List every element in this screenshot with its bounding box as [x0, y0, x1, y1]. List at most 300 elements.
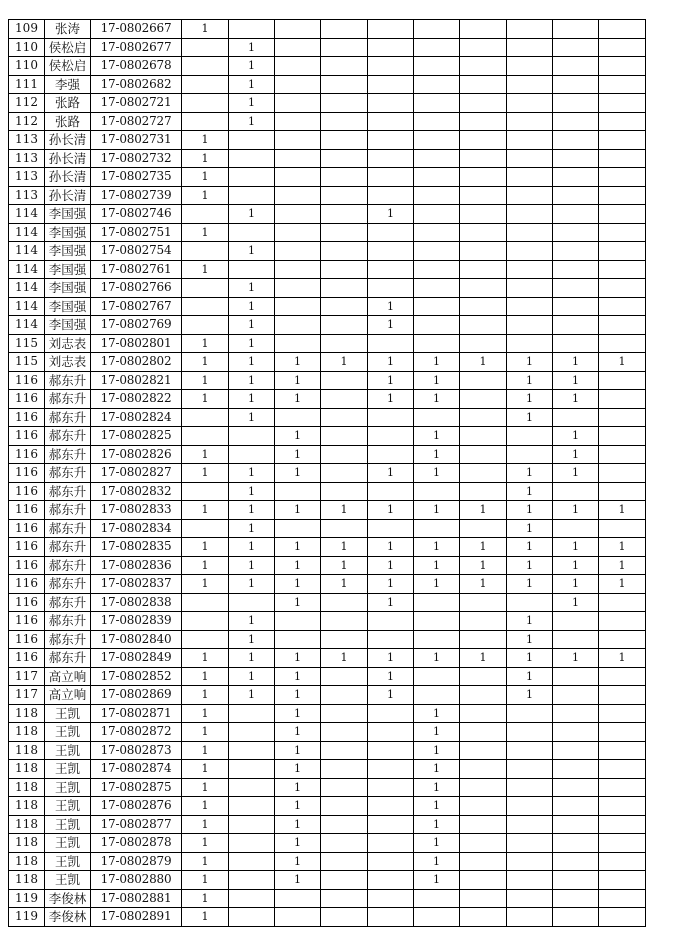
cell-id: 113 — [9, 131, 45, 150]
cell-c8: 1 — [507, 482, 553, 501]
cell-c10 — [599, 334, 646, 353]
cell-c3 — [275, 112, 321, 131]
cell-c2: 1 — [229, 390, 275, 409]
cell-c9 — [553, 223, 599, 242]
cell-c6 — [414, 408, 460, 427]
cell-c8 — [507, 852, 553, 871]
cell-c6 — [414, 686, 460, 705]
cell-name: 郝东升 — [45, 612, 91, 631]
cell-id: 119 — [9, 889, 45, 908]
cell-c1: 1 — [182, 501, 229, 520]
cell-c10 — [599, 20, 646, 39]
cell-c9 — [553, 519, 599, 538]
cell-c9 — [553, 297, 599, 316]
cell-c1 — [182, 205, 229, 224]
cell-c4 — [321, 94, 368, 113]
cell-c2 — [229, 445, 275, 464]
cell-c6 — [414, 131, 460, 150]
cell-c8 — [507, 57, 553, 76]
cell-c6 — [414, 908, 460, 927]
cell-id: 114 — [9, 242, 45, 261]
cell-c8: 1 — [507, 464, 553, 483]
cell-c8 — [507, 834, 553, 853]
cell-code: 17-0802837 — [91, 575, 182, 594]
cell-c8 — [507, 205, 553, 224]
cell-c5 — [368, 57, 414, 76]
cell-c6 — [414, 482, 460, 501]
cell-c9 — [553, 205, 599, 224]
cell-code: 17-0802801 — [91, 334, 182, 353]
cell-id: 118 — [9, 852, 45, 871]
cell-c4 — [321, 852, 368, 871]
cell-c7 — [460, 593, 507, 612]
cell-c9 — [553, 482, 599, 501]
cell-c9: 1 — [553, 464, 599, 483]
cell-c1: 1 — [182, 131, 229, 150]
cell-c2: 1 — [229, 667, 275, 686]
cell-c5 — [368, 852, 414, 871]
cell-c7: 1 — [460, 538, 507, 557]
cell-name: 张涛 — [45, 20, 91, 39]
cell-c8 — [507, 94, 553, 113]
cell-c2 — [229, 186, 275, 205]
cell-c1: 1 — [182, 815, 229, 834]
cell-c2 — [229, 20, 275, 39]
table-row — [9, 519, 646, 538]
cell-c2 — [229, 427, 275, 446]
cell-c8 — [507, 778, 553, 797]
cell-c2: 1 — [229, 297, 275, 316]
cell-c6: 1 — [414, 834, 460, 853]
table-row — [9, 815, 646, 834]
cell-id: 114 — [9, 260, 45, 279]
cell-c4 — [321, 871, 368, 890]
cell-c5: 1 — [368, 556, 414, 575]
cell-name: 郝东升 — [45, 427, 91, 446]
cell-c4 — [321, 408, 368, 427]
cell-name: 孙长清 — [45, 131, 91, 150]
cell-c9 — [553, 612, 599, 631]
cell-c10 — [599, 741, 646, 760]
cell-c2 — [229, 131, 275, 150]
cell-id: 115 — [9, 353, 45, 372]
cell-c4 — [321, 112, 368, 131]
cell-c6: 1 — [414, 852, 460, 871]
cell-c2 — [229, 593, 275, 612]
cell-c6: 1 — [414, 741, 460, 760]
cell-c9: 1 — [553, 649, 599, 668]
cell-c10 — [599, 260, 646, 279]
cell-c4: 1 — [321, 501, 368, 520]
cell-c8: 1 — [507, 556, 553, 575]
cell-c8 — [507, 38, 553, 57]
cell-c8 — [507, 723, 553, 742]
cell-name: 孙长清 — [45, 168, 91, 187]
cell-c7 — [460, 371, 507, 390]
cell-c7 — [460, 741, 507, 760]
cell-c2: 1 — [229, 519, 275, 538]
cell-c2: 1 — [229, 38, 275, 57]
cell-c6 — [414, 630, 460, 649]
cell-c10 — [599, 667, 646, 686]
cell-c1: 1 — [182, 667, 229, 686]
cell-c9: 1 — [553, 556, 599, 575]
cell-c3: 1 — [275, 556, 321, 575]
cell-c10 — [599, 723, 646, 742]
cell-c8 — [507, 704, 553, 723]
cell-c6 — [414, 223, 460, 242]
cell-code: 17-0802677 — [91, 38, 182, 57]
cell-c10 — [599, 593, 646, 612]
cell-c9 — [553, 723, 599, 742]
cell-c4 — [321, 760, 368, 779]
cell-c5 — [368, 815, 414, 834]
cell-c3 — [275, 334, 321, 353]
cell-c2: 1 — [229, 482, 275, 501]
cell-code: 17-0802767 — [91, 297, 182, 316]
cell-code: 17-0802834 — [91, 519, 182, 538]
cell-c4 — [321, 464, 368, 483]
cell-c7 — [460, 464, 507, 483]
cell-c4 — [321, 834, 368, 853]
cell-c7 — [460, 297, 507, 316]
cell-c1 — [182, 408, 229, 427]
cell-c7: 1 — [460, 353, 507, 372]
cell-code: 17-0802678 — [91, 57, 182, 76]
cell-name: 郝东升 — [45, 649, 91, 668]
cell-code: 17-0802826 — [91, 445, 182, 464]
cell-c2: 1 — [229, 279, 275, 298]
cell-c4 — [321, 38, 368, 57]
cell-name: 郝东升 — [45, 630, 91, 649]
cell-c10 — [599, 908, 646, 927]
cell-c10 — [599, 149, 646, 168]
cell-c6 — [414, 38, 460, 57]
cell-code: 17-0802827 — [91, 464, 182, 483]
cell-c10 — [599, 94, 646, 113]
cell-c5: 1 — [368, 316, 414, 335]
cell-c9 — [553, 778, 599, 797]
cell-c5 — [368, 482, 414, 501]
cell-id: 110 — [9, 57, 45, 76]
cell-c5 — [368, 612, 414, 631]
cell-c6 — [414, 334, 460, 353]
cell-name: 郝东升 — [45, 501, 91, 520]
cell-c6: 1 — [414, 760, 460, 779]
cell-c1 — [182, 427, 229, 446]
cell-c1: 1 — [182, 390, 229, 409]
cell-code: 17-0802881 — [91, 889, 182, 908]
cell-name: 张路 — [45, 112, 91, 131]
cell-c4 — [321, 205, 368, 224]
cell-c3 — [275, 131, 321, 150]
cell-c3: 1 — [275, 852, 321, 871]
cell-id: 109 — [9, 20, 45, 39]
cell-c5 — [368, 149, 414, 168]
cell-c1 — [182, 316, 229, 335]
cell-c8 — [507, 297, 553, 316]
cell-c5: 1 — [368, 390, 414, 409]
cell-c8 — [507, 908, 553, 927]
table-row — [9, 334, 646, 353]
cell-c6 — [414, 186, 460, 205]
cell-c2: 1 — [229, 556, 275, 575]
cell-c3: 1 — [275, 445, 321, 464]
cell-code: 17-0802761 — [91, 260, 182, 279]
cell-c10 — [599, 131, 646, 150]
cell-c3 — [275, 260, 321, 279]
cell-code: 17-0802838 — [91, 593, 182, 612]
cell-c4 — [321, 75, 368, 94]
cell-id: 116 — [9, 408, 45, 427]
cell-c5 — [368, 38, 414, 57]
cell-c6 — [414, 168, 460, 187]
cell-name: 李国强 — [45, 297, 91, 316]
cell-id: 111 — [9, 75, 45, 94]
cell-code: 17-0802821 — [91, 371, 182, 390]
cell-code: 17-0802872 — [91, 723, 182, 742]
cell-c8: 1 — [507, 353, 553, 372]
cell-c6: 1 — [414, 723, 460, 742]
cell-c10 — [599, 112, 646, 131]
cell-code: 17-0802824 — [91, 408, 182, 427]
cell-c9 — [553, 704, 599, 723]
cell-c5 — [368, 334, 414, 353]
cell-name: 李国强 — [45, 223, 91, 242]
cell-code: 17-0802879 — [91, 852, 182, 871]
cell-c3: 1 — [275, 834, 321, 853]
cell-c10: 1 — [599, 538, 646, 557]
cell-c6: 1 — [414, 538, 460, 557]
cell-c2 — [229, 871, 275, 890]
cell-c2: 1 — [229, 242, 275, 261]
cell-c1 — [182, 242, 229, 261]
cell-c6 — [414, 593, 460, 612]
cell-c9 — [553, 741, 599, 760]
cell-c3 — [275, 20, 321, 39]
cell-id: 114 — [9, 223, 45, 242]
cell-c10 — [599, 612, 646, 631]
cell-c8: 1 — [507, 649, 553, 668]
cell-c8 — [507, 168, 553, 187]
cell-c1: 1 — [182, 778, 229, 797]
cell-c1: 1 — [182, 168, 229, 187]
cell-code: 17-0802739 — [91, 186, 182, 205]
cell-c8 — [507, 186, 553, 205]
cell-c2 — [229, 149, 275, 168]
cell-c3 — [275, 482, 321, 501]
cell-id: 118 — [9, 723, 45, 742]
cell-c4 — [321, 778, 368, 797]
cell-c2: 1 — [229, 112, 275, 131]
table-row — [9, 741, 646, 760]
table-row — [9, 797, 646, 816]
cell-code: 17-0802825 — [91, 427, 182, 446]
cell-c5 — [368, 408, 414, 427]
cell-name: 王凯 — [45, 741, 91, 760]
cell-c8 — [507, 871, 553, 890]
cell-c1: 1 — [182, 186, 229, 205]
cell-c7 — [460, 57, 507, 76]
cell-c5: 1 — [368, 371, 414, 390]
cell-c4 — [321, 20, 368, 39]
cell-c10 — [599, 75, 646, 94]
cell-c5 — [368, 279, 414, 298]
cell-c5: 1 — [368, 538, 414, 557]
cell-c5 — [368, 519, 414, 538]
cell-id: 112 — [9, 94, 45, 113]
cell-c9 — [553, 94, 599, 113]
cell-c8 — [507, 741, 553, 760]
cell-id: 116 — [9, 612, 45, 631]
cell-name: 郝东升 — [45, 482, 91, 501]
cell-c6 — [414, 94, 460, 113]
cell-c5: 1 — [368, 297, 414, 316]
cell-code: 17-0802754 — [91, 242, 182, 261]
cell-c8 — [507, 815, 553, 834]
cell-code: 17-0802766 — [91, 279, 182, 298]
cell-c1: 1 — [182, 353, 229, 372]
cell-c8: 1 — [507, 390, 553, 409]
cell-c8 — [507, 242, 553, 261]
cell-c1: 1 — [182, 445, 229, 464]
cell-c2: 1 — [229, 205, 275, 224]
cell-id: 116 — [9, 538, 45, 557]
cell-c1: 1 — [182, 464, 229, 483]
table-row — [9, 20, 646, 39]
cell-c4 — [321, 371, 368, 390]
table-row — [9, 778, 646, 797]
cell-c8 — [507, 797, 553, 816]
cell-c7 — [460, 482, 507, 501]
cell-c3 — [275, 612, 321, 631]
cell-c10 — [599, 464, 646, 483]
cell-c3 — [275, 168, 321, 187]
cell-name: 王凯 — [45, 871, 91, 890]
cell-c4: 1 — [321, 353, 368, 372]
table-row — [9, 482, 646, 501]
cell-c1: 1 — [182, 223, 229, 242]
cell-c2: 1 — [229, 75, 275, 94]
cell-c3: 1 — [275, 667, 321, 686]
table-row — [9, 593, 646, 612]
table-row — [9, 112, 646, 131]
cell-c7 — [460, 260, 507, 279]
cell-c2 — [229, 260, 275, 279]
cell-c3 — [275, 908, 321, 927]
cell-c9 — [553, 334, 599, 353]
cell-c1: 1 — [182, 260, 229, 279]
cell-c8: 1 — [507, 538, 553, 557]
cell-c1 — [182, 279, 229, 298]
cell-c9 — [553, 852, 599, 871]
cell-c6: 1 — [414, 797, 460, 816]
cell-c8: 1 — [507, 371, 553, 390]
table-row — [9, 852, 646, 871]
cell-c2: 1 — [229, 353, 275, 372]
cell-c2: 1 — [229, 501, 275, 520]
cell-id: 116 — [9, 371, 45, 390]
cell-c7 — [460, 168, 507, 187]
cell-c5 — [368, 445, 414, 464]
cell-c1 — [182, 38, 229, 57]
cell-c3: 1 — [275, 464, 321, 483]
cell-name: 李俊林 — [45, 889, 91, 908]
cell-c7 — [460, 75, 507, 94]
cell-c1: 1 — [182, 704, 229, 723]
cell-c6: 1 — [414, 575, 460, 594]
cell-c3: 1 — [275, 427, 321, 446]
cell-c6 — [414, 260, 460, 279]
cell-c5: 1 — [368, 575, 414, 594]
table-row — [9, 297, 646, 316]
cell-c9: 1 — [553, 353, 599, 372]
cell-c9 — [553, 316, 599, 335]
cell-c7 — [460, 112, 507, 131]
cell-c2 — [229, 741, 275, 760]
cell-c4 — [321, 57, 368, 76]
cell-c9 — [553, 815, 599, 834]
cell-c9: 1 — [553, 427, 599, 446]
cell-c9 — [553, 797, 599, 816]
cell-c7 — [460, 408, 507, 427]
table-row — [9, 149, 646, 168]
cell-name: 侯松启 — [45, 57, 91, 76]
cell-c6: 1 — [414, 649, 460, 668]
table-row — [9, 501, 646, 520]
table-row — [9, 464, 646, 483]
cell-c1: 1 — [182, 334, 229, 353]
cell-c9 — [553, 112, 599, 131]
cell-c2 — [229, 778, 275, 797]
cell-c5: 1 — [368, 464, 414, 483]
cell-c1 — [182, 482, 229, 501]
table-row — [9, 57, 646, 76]
cell-c1 — [182, 630, 229, 649]
cell-c3 — [275, 630, 321, 649]
cell-name: 张路 — [45, 94, 91, 113]
cell-c3 — [275, 408, 321, 427]
cell-c1: 1 — [182, 149, 229, 168]
cell-c5 — [368, 427, 414, 446]
cell-c7 — [460, 797, 507, 816]
cell-c7 — [460, 612, 507, 631]
cell-c1: 1 — [182, 797, 229, 816]
cell-name: 李俊林 — [45, 908, 91, 927]
cell-c1: 1 — [182, 649, 229, 668]
cell-c6 — [414, 297, 460, 316]
cell-c10: 1 — [599, 575, 646, 594]
cell-c6: 1 — [414, 353, 460, 372]
cell-c5: 1 — [368, 686, 414, 705]
cell-name: 高立响 — [45, 686, 91, 705]
table-row — [9, 186, 646, 205]
cell-name: 李国强 — [45, 279, 91, 298]
cell-c2: 1 — [229, 57, 275, 76]
cell-c7 — [460, 334, 507, 353]
cell-c3 — [275, 186, 321, 205]
cell-c10: 1 — [599, 501, 646, 520]
data-table — [8, 19, 646, 927]
cell-c5 — [368, 186, 414, 205]
cell-c8 — [507, 593, 553, 612]
cell-c5 — [368, 760, 414, 779]
table-row — [9, 667, 646, 686]
cell-c5 — [368, 242, 414, 261]
cell-code: 17-0802832 — [91, 482, 182, 501]
cell-c1: 1 — [182, 575, 229, 594]
cell-c7 — [460, 889, 507, 908]
